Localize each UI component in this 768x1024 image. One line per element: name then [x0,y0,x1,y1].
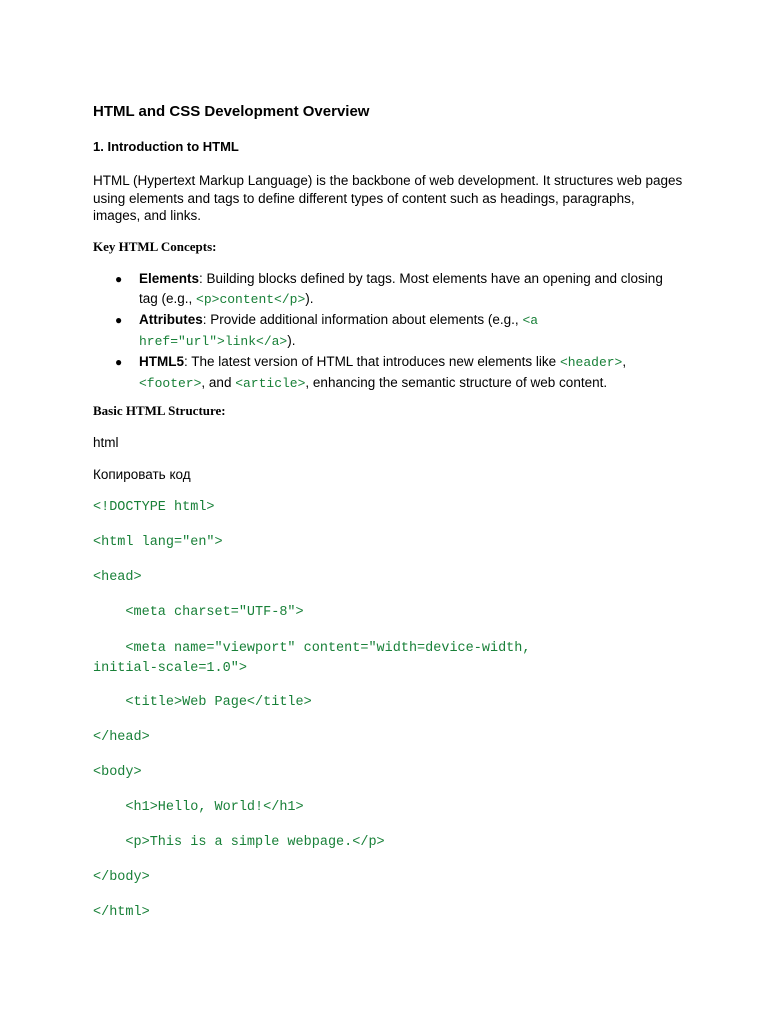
attributes-after: ). [287,333,296,348]
code-p-content: <p>content</p> [196,292,306,307]
basic-structure-heading: Basic HTML Structure: [93,403,226,418]
concepts-list [115,269,675,394]
copy-code-button[interactable]: Копировать код [93,467,191,482]
bullet-dot-icon: ● [115,355,123,369]
list-item-attributes [115,310,675,352]
attributes-description: : Provide additional information about elements (e.g., [202,312,523,327]
html5-sep2: , and [201,375,236,390]
document-title: HTML and CSS Development Overview [93,103,370,120]
list-item-elements [115,269,675,310]
bullet-dot-icon: ● [115,272,123,286]
code-a-href: <a href="url">link</a> [139,313,539,349]
elements-description: : Building blocks defined by tags. Most elements have an opening and closing tag (e.g., [139,271,663,306]
code-footer: <footer> [139,376,202,391]
elements-after: ). [305,291,314,306]
code-line: </head> [93,730,150,745]
list-item-html5 [115,352,675,394]
html5-description: : The latest version of HTML that introduces new elements like [184,354,560,369]
code-article: <article> [235,376,306,391]
code-line: <!DOCTYPE html> [93,500,215,515]
key-concepts-heading: Key HTML Concepts: [93,239,217,254]
term-elements: Elements [139,271,200,286]
code-line: <html lang="en"> [93,535,223,550]
term-html5: HTML5 [139,354,184,369]
code-line: </body> [93,870,150,885]
code-line: </html> [93,905,150,920]
code-language-label: html [93,435,119,450]
term-attributes: Attributes [139,312,203,327]
code-line: <head> [93,570,142,585]
bullet-dot-icon: ● [115,313,123,327]
code-line: <meta name="viewport" content="width=device-width, initial-scale=1.0"> [93,641,531,676]
code-line: <meta charset="UTF-8"> [93,605,304,620]
html5-after: , enhancing the semantic structure of web content. [305,375,608,390]
code-line: <title>Web Page</title> [93,695,312,710]
code-line: <p>This is a simple webpage.</p> [93,835,385,850]
html5-sep1: , [622,354,627,369]
code-line: <body> [93,765,142,780]
intro-paragraph: HTML (Hypertext Markup Language) is the backbone of web development. It structures web pages using elements and tags to define different types of content such as headings, paragraphs, images, and links. [93,173,683,223]
section-heading-intro: 1. Introduction to HTML [93,139,239,154]
code-line: <h1>Hello, World!</h1> [93,800,304,815]
code-header: <header> [559,355,623,370]
